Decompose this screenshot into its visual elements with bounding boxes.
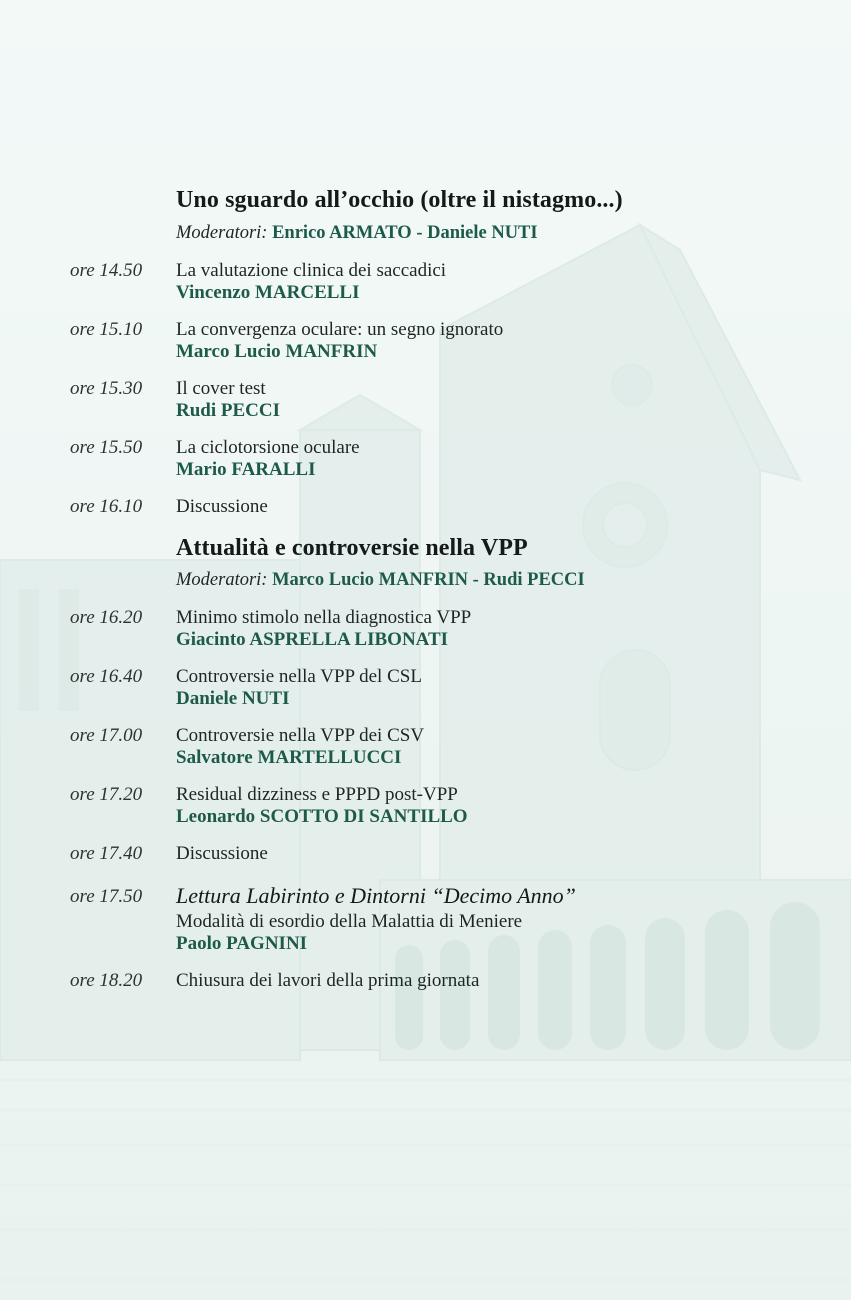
- talk-title: Chiusura dei lavori della prima giornata: [176, 970, 480, 991]
- speaker-name: Marco Lucio MANFRIN: [176, 341, 378, 362]
- moderators-names: Marco Lucio MANFRIN - Rudi PECCI: [272, 570, 585, 590]
- talk-title: La convergenza oculare: un segno ignorato: [176, 319, 504, 340]
- session-time: ore 17.00: [70, 725, 143, 746]
- speaker-name: Giacinto ASPRELLA LIBONATI: [176, 629, 449, 650]
- session-time: ore 16.20: [70, 607, 143, 628]
- session-time: ore 16.10: [70, 496, 143, 517]
- talk-title: Controversie nella VPP dei CSV: [176, 725, 425, 746]
- talk-title: Discussione: [176, 496, 268, 517]
- talk-title: Residual dizziness e PPPD post-VPP: [176, 784, 458, 805]
- talk-title: Modalità di esordio della Malattia di Meniere: [176, 911, 523, 932]
- talk-title: Minimo stimolo nella diagnostica VPP: [176, 607, 472, 628]
- talk-title: La valutazione clinica dei saccadici: [176, 260, 447, 281]
- section-title: Attualità e controversie nella VPP: [176, 535, 528, 561]
- section-title: Uno sguardo all’occhio (oltre il nistagmo...): [176, 187, 623, 213]
- session-time: ore 18.20: [70, 970, 143, 991]
- moderators-names: Enrico ARMATO - Daniele NUTI: [272, 223, 538, 243]
- session-time: ore 17.40: [70, 843, 143, 864]
- session-time: ore 15.30: [70, 378, 143, 399]
- lecture-title: Lettura Labirinto e Dintorni “Decimo Anno”: [176, 883, 576, 908]
- moderators-label: Moderatori:: [176, 570, 268, 590]
- speaker-name: Salvatore MARTELLUCCI: [176, 747, 402, 768]
- talk-title: Il cover test: [176, 378, 266, 399]
- session-time: ore 17.20: [70, 784, 143, 805]
- speaker-name: Mario FARALLI: [176, 459, 316, 480]
- speaker-name: Leonardo SCOTTO DI SANTILLO: [176, 806, 468, 827]
- speaker-name: Vincenzo MARCELLI: [176, 282, 360, 303]
- talk-title: Discussione: [176, 843, 268, 864]
- session-time: ore 16.40: [70, 666, 143, 687]
- talk-title: La ciclotorsione oculare: [176, 437, 360, 458]
- session-time: ore 15.10: [70, 319, 143, 340]
- session-time: ore 14.50: [70, 260, 143, 281]
- moderators-line: [176, 223, 538, 244]
- speaker-name: Paolo PAGNINI: [176, 933, 308, 954]
- moderators-line: [176, 570, 585, 591]
- session-time: ore 15.50: [70, 437, 143, 458]
- moderators-label: Moderatori:: [176, 223, 268, 243]
- speaker-name: Rudi PECCI: [176, 400, 280, 421]
- talk-title: Controversie nella VPP del CSL: [176, 666, 422, 687]
- speaker-name: Daniele NUTI: [176, 688, 290, 709]
- session-time: ore 17.50: [70, 886, 143, 907]
